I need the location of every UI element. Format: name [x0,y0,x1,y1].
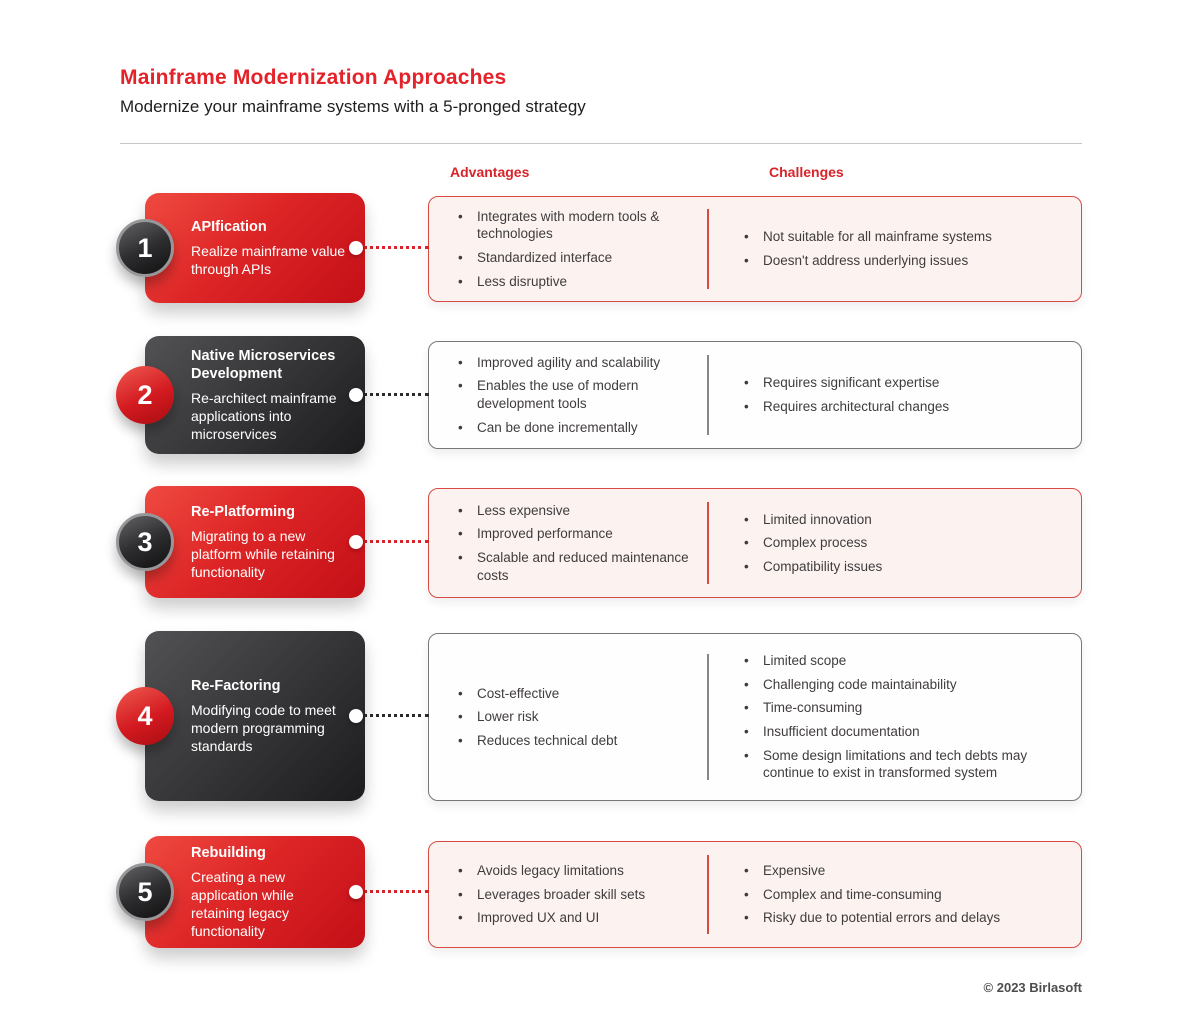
list-item: • Scalable and reduced maintenance costs [457,549,696,584]
approach-card [145,836,365,948]
copyright-notice: © 2023 Birlasoft [983,980,1082,995]
connector-dotted-line [363,714,429,717]
list-item: • Less disruptive [457,273,696,291]
connector-dot [349,388,363,402]
approach-title: Re-Factoring [191,677,281,694]
advantages-column [429,489,708,597]
list-item: • Less expensive [457,502,696,520]
list-item: • Enables the use of modern development tools [457,377,696,412]
list-item: • Limited innovation [743,511,882,529]
challenges-list [709,646,1081,787]
connector-dotted-line [363,890,429,893]
approach-description: Migrating to a new platform while retaining functionality [191,527,335,581]
details-panel [428,633,1082,801]
approach-card [145,631,365,801]
page-subtitle: Modernize your mainframe systems with a 5-pronged strategy [120,97,586,116]
step-number-badge: 2 [116,366,174,424]
connector-dotted-line [363,393,429,396]
approach-row-re-factoring [0,631,1200,801]
approach-title: Native Microservices Development [191,347,336,382]
approach-description: Re-architect mainframe applications into microservices [191,389,337,443]
advantages-column [429,634,708,800]
list-item: • Not suitable for all mainframe systems [743,228,992,246]
challenges-column [709,197,1081,301]
approach-title: APIfication [191,218,267,235]
advantages-list [429,496,708,590]
approach-row-rebuilding [0,836,1200,948]
list-item: • Complex process [743,534,882,552]
list-item: • Doesn't address underlying issues [743,252,992,270]
connector-dot [349,709,363,723]
advantages-list [429,679,629,756]
challenges-column [709,634,1081,800]
list-item: • Requires significant expertise [743,374,949,392]
advantages-column [429,197,708,301]
advantages-list [429,202,708,296]
page-title: Mainframe Modernization Approaches [120,66,507,89]
approach-card [145,486,365,598]
list-item: • Lower risk [457,708,617,726]
challenges-list [709,505,898,582]
list-item: • Expensive [743,862,1000,880]
advantages-list [429,856,657,933]
approach-card [145,193,365,303]
challenges-column [709,842,1081,947]
challenges-list [709,222,1008,275]
challenges-list [709,856,1016,933]
list-item: • Integrates with modern tools & technologies [457,208,696,243]
list-item: • Time-consuming [743,699,1065,717]
advantages-list [429,348,708,442]
header-divider [120,143,1082,144]
list-item: • Cost-effective [457,685,617,703]
connector-dot [349,241,363,255]
list-item: • Improved agility and scalability [457,354,696,372]
details-panel [428,341,1082,449]
connector-dot [349,885,363,899]
list-item: • Improved performance [457,525,696,543]
list-item: • Standardized interface [457,249,696,267]
list-item: • Reduces technical debt [457,732,617,750]
step-number-badge: 4 [116,687,174,745]
list-item: • Leverages broader skill sets [457,886,645,904]
column-header-challenges: Challenges [769,164,844,180]
column-header-advantages: Advantages [450,164,530,180]
connector-dotted-line [363,540,429,543]
connector-dotted-line [363,246,429,249]
step-number-badge: 5 [116,863,174,921]
list-item: • Requires architectural changes [743,398,949,416]
challenges-column [709,489,1081,597]
step-number-badge: 1 [116,219,174,277]
list-item: • Some design limitations and tech debts may continue to exist in transformed system [743,747,1065,782]
details-panel [428,488,1082,598]
list-item: • Improved UX and UI [457,909,645,927]
list-item: • Complex and time-consuming [743,886,1000,904]
challenges-list [709,368,965,421]
list-item: • Avoids legacy limitations [457,862,645,880]
approach-card [145,336,365,454]
connector-dot [349,535,363,549]
list-item: • Insufficient documentation [743,723,1065,741]
details-panel [428,196,1082,302]
list-item: • Challenging code maintainability [743,676,1065,694]
details-panel [428,841,1082,948]
approach-row-apification [0,193,1200,303]
list-item: • Compatibility issues [743,558,882,576]
list-item: • Risky due to potential errors and delays [743,909,1000,927]
challenges-column [709,342,1081,448]
approach-description: Creating a new application while retaining legacy functionality [191,868,294,940]
list-item: • Limited scope [743,652,1065,670]
advantages-column [429,842,708,947]
approach-row-re-platforming [0,486,1200,598]
approach-description: Modifying code to meet modern programming standards [191,701,336,755]
approach-row-native-microservices [0,336,1200,454]
advantages-column [429,342,708,448]
list-item: • Can be done incrementally [457,419,696,437]
approach-title: Rebuilding [191,844,266,861]
approach-title: Re-Platforming [191,503,295,520]
approach-description: Realize mainframe value through APIs [191,242,346,278]
step-number-badge: 3 [116,513,174,571]
